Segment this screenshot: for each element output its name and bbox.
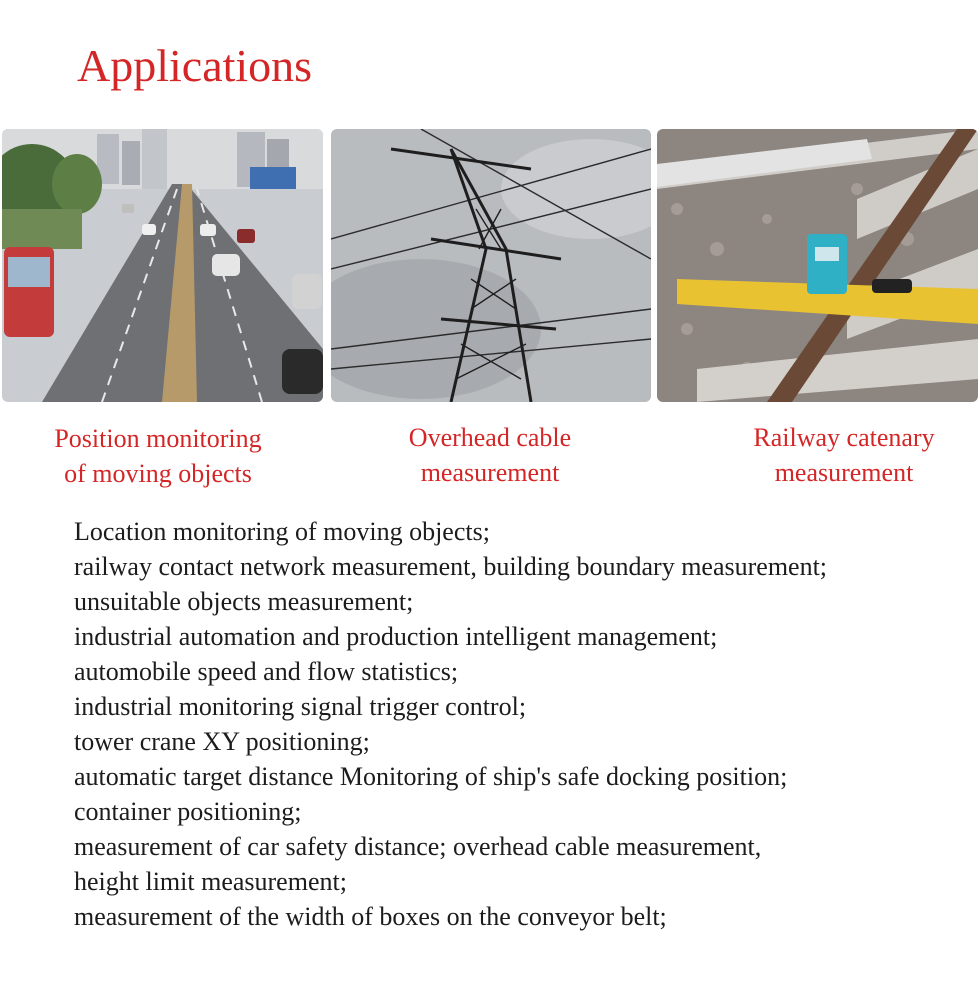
list-item: height limit measurement;: [74, 867, 347, 896]
caption-overhead-cable: [340, 420, 640, 490]
page-title: Applications: [77, 40, 313, 91]
applications-list: [74, 514, 827, 934]
list-item: railway contact network measurement, building boundary measurement;: [74, 552, 828, 581]
power-pylon-photo: [331, 129, 651, 402]
caption-railway-catenary: [700, 420, 980, 490]
list-item: unsuitable objects measurement;: [74, 587, 414, 616]
caption-line: Position monitoring: [54, 424, 262, 453]
list-item: industrial monitoring signal trigger control;: [74, 692, 527, 721]
list-item: tower crane XY positioning;: [74, 727, 370, 756]
list-item: measurement of car safety distance; overhead cable measurement,: [74, 832, 762, 861]
caption-line: Overhead cable: [408, 423, 572, 452]
list-item: measurement of the width of boxes on the conveyor belt;: [74, 902, 667, 931]
list-item: industrial automation and production intelligent management;: [74, 622, 718, 651]
caption-line: measurement: [420, 458, 560, 487]
caption-moving-objects: [10, 421, 306, 491]
caption-line: of moving objects: [64, 459, 252, 488]
list-item: container positioning;: [74, 797, 302, 826]
caption-line: Railway catenary: [753, 423, 935, 452]
road-traffic-photo: [2, 129, 323, 402]
railway-track-photo: [657, 129, 978, 402]
list-item: Location monitoring of moving objects;: [74, 517, 490, 546]
list-item: automatic target distance Monitoring of ship's safe docking position;: [74, 762, 788, 791]
list-item: automobile speed and flow statistics;: [74, 657, 459, 686]
caption-line: measurement: [774, 458, 914, 487]
